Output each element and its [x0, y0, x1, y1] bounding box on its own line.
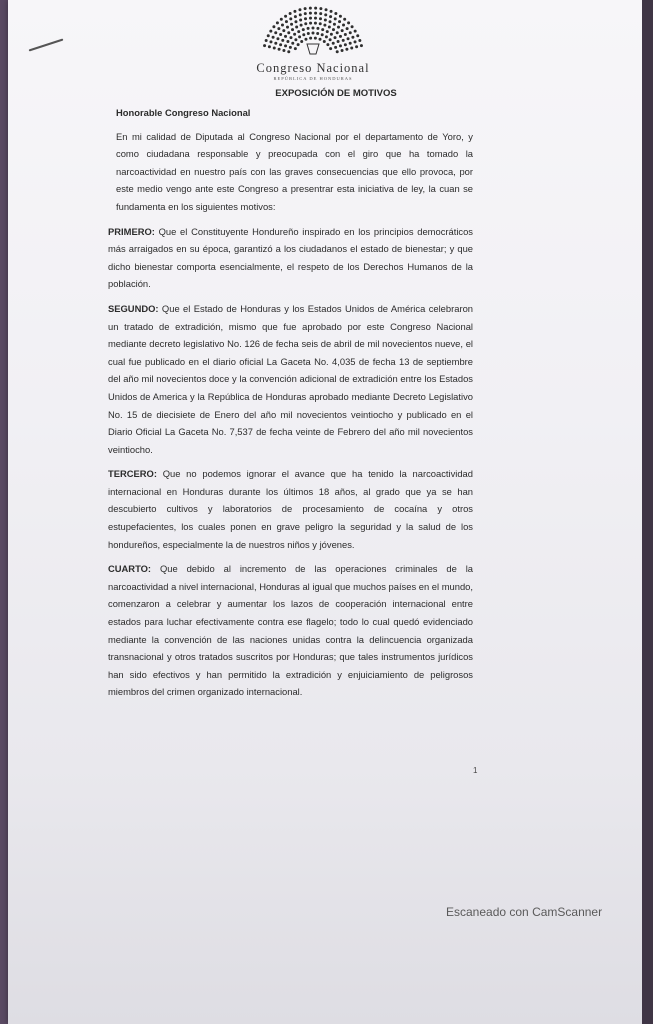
paragraph-segundo [108, 300, 473, 458]
background-edge [642, 0, 653, 1024]
primero-label: PRIMERO: [108, 225, 155, 237]
document-body [108, 104, 473, 708]
tercero-text: Que no podemos ignorar el avance que ha tenido la narcoactividad internacional en Honduras durante los últimos 18 años, al grado que ya se han descubierto cultivos y laboratorios de procesamiento de cocaína y otros estupefacientes, los cuales ponen en grave peligro la seguridad y la salud de los hondureños, especialmente la de nuestros niños y jóvenes. [108, 468, 473, 550]
segundo-label: SEGUNDO: [108, 302, 159, 314]
salutation: Honorable Congreso Nacional [116, 107, 251, 118]
logo-subtitle: REPÚBLICA DE HONDURAS [273, 76, 353, 81]
scanner-watermark: Escaneado con CamScanner [446, 905, 603, 919]
document-page [8, 0, 642, 1024]
pen-mark [29, 38, 64, 51]
parliament-seats-icon [253, 4, 373, 62]
congress-logo [223, 4, 403, 82]
document-title: EXPOSICIÓN DE MOTIVOS [275, 88, 397, 99]
cuarto-text: Que debido al incremento de las operaciones criminales de la narcoactividad a nivel internacional, Honduras al igual que muchos países en el mundo, comenzaron a celebrar y aumentar los lazos de cooperación internacional entre estados para luchar efectivamente contra ese flagelo; todo lo cual quedó evidenciado mediante la convención de las naciones unidas contra la delincuencia organizada transnacional y otros tratados suscritos por Honduras; que tales instrumentos jurídicos han sido efectivos y han permitido la extradición y enjuiciamiento de peligrosos miembros del crimen organizado internacional. [108, 563, 473, 698]
cuarto-label: CUARTO: [108, 563, 152, 575]
primero-text: Que el Constituyente Hondureño inspirado en los principios democráticos más arraigados en su época, garantizó a los ciudadanos el estado de bienestar; y que dicho bienestar comporta esencialmente, el respeto de los Derechos Humanos de la población. [108, 225, 473, 290]
paragraph-tercero [108, 465, 473, 553]
segundo-text: Que el Estado de Honduras y los Estados Unidos de América celebraron un tratado de extradición, mismo que fue aprobado por este Congreso Nacional mediante decreto legislativo No. 126 de fecha seis de abril de mil novecientos nueve, el cual fue publicado en el diario oficial La Gaceta No. 4,035 de fecha 13 de septiembre del año mil novecientos doce y la convención adicional de extradición entre los Estados Unidos de America y la República de Honduras aprobado mediante Decreto Legislativo No. 15 de diecisiete de Enero del año mil novecientos veintiocho y publicado en el Diario Oficial La Gaceta No. 7,537 de fecha veinte de Febrero del año mil novecientos veintiocho. [108, 302, 473, 455]
intro-paragraph: En mi calidad de Diputada al Congreso Nacional por el departamento de Yoro, y como ciudadana responsable y preocupada con el giro que ha tomado la narcoactividad en nuestro país con las graves consecuencias que ello provoca, por este medio vengo ante este Congreso a presentrar esta iniciativa de ley, la cuan se fundamenta en los siguientes motivos: [116, 130, 473, 212]
page-number: 1 [473, 766, 478, 775]
paragraph-primero [108, 223, 473, 293]
logo-name: Congreso Nacional [256, 61, 370, 75]
paragraph-cuarto [108, 560, 473, 701]
tercero-label: TERCERO: [108, 468, 157, 480]
